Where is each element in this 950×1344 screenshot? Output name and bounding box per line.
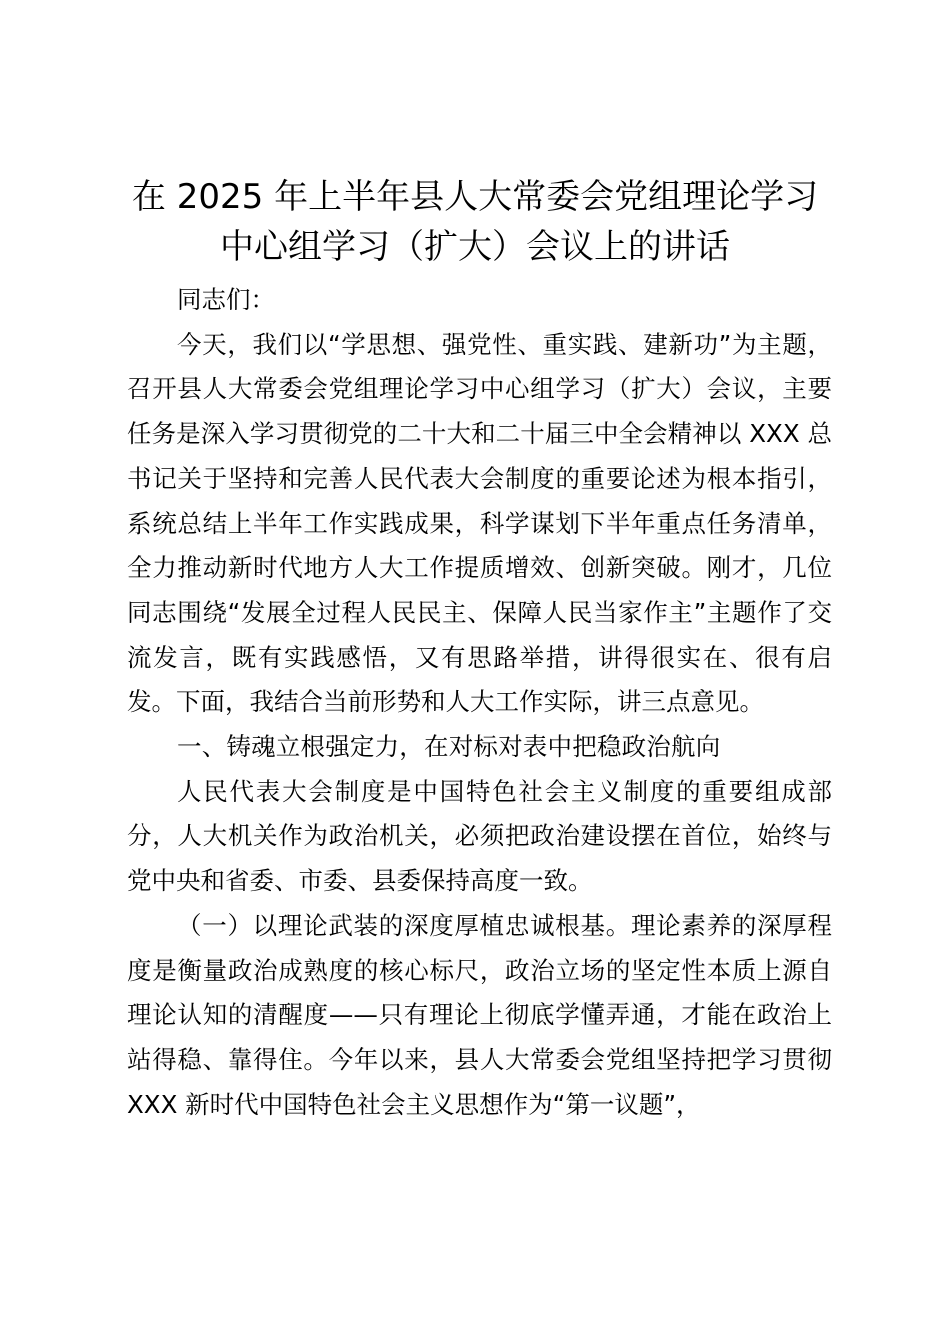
- subsection-1-paragraph: （一）以理论武装的深度厚植忠诚根基。理论素养的深厚程度是衡量政治成熟度的核心标尺，政治立场的坚定性本质上源自理论认知的清醒度——只有理论上彻底学懂弄通，才能在政治上站得稳、靠得住。今年以来，县人大常委会党组坚持把学习贯彻 XXX 新时代中国特色社会主义思想作为“第一议题”，: [127, 910, 832, 1119]
- document-body: [127, 278, 832, 1127]
- section-1-paragraph: 人民代表大会制度是中国特色社会主义制度的重要组成部分，人大机关作为政治机关，必须把政治建设摆在首位，始终与党中央和省委、市委、县委保持高度一致。: [127, 776, 832, 896]
- salutation: 同志们：: [177, 285, 275, 314]
- document-title: [110, 172, 840, 272]
- title-line-1: 在 2025 年上半年县人大常委会党组理论学习: [131, 177, 819, 217]
- section-heading-1: 一、铸魂立根强定力，在对标对表中把稳政治航向: [177, 732, 721, 762]
- title-line-2: 中心组学习（扩大）会议上的讲话: [220, 227, 730, 267]
- intro-paragraph: 今天，我们以“学思想、强党性、重实践、建新功”为主题，召开县人大常委会党组理论学习中心组学习（扩大）会议，主要任务是深入学习贯彻党的二十大和二十届三中全会精神以 XXX 总书记关于坚持和完善人民代表大会制度的重要论述为根本指引，系统总结上半年工作实践成果，科学谋划下半年重点任务清单，全力推动新时代地方人大工作提质增效、创新突破。刚才，几位同志围绕“发展全过程人民民主、保障人民当家作主”主题作了交流发言，既有实践感悟，又有思路举措，讲得很实在、很有启发。下面，我结合当前形势和人大工作实际，讲三点意见。: [127, 329, 832, 717]
